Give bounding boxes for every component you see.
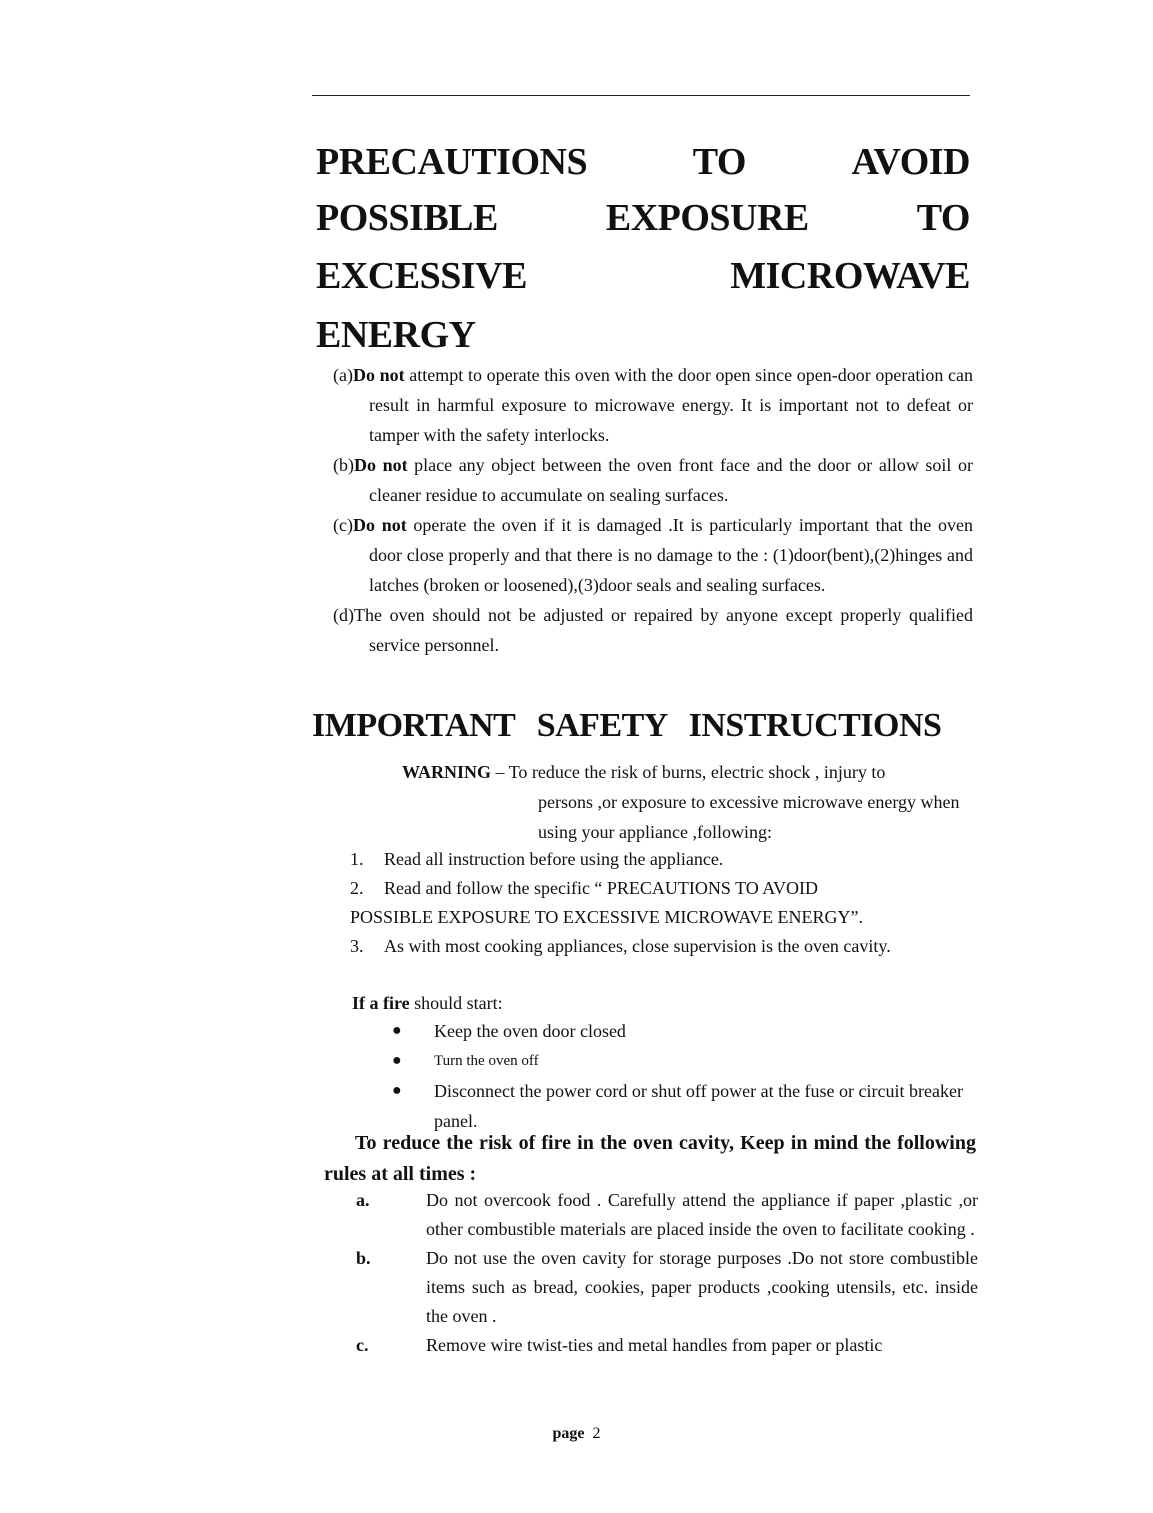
title-word: EXCESSIVE	[316, 255, 527, 297]
list-item: POSSIBLE EXPOSURE TO EXCESSIVE MICROWAVE ENERGY”.	[350, 907, 864, 927]
bullet-icon: ●	[392, 1022, 402, 1039]
list-item: ● Keep the oven door closed	[388, 1016, 968, 1046]
bullet-icon: ●	[392, 1082, 402, 1099]
instruction-list	[350, 845, 970, 961]
precaution-item: (b)Do not place any object between the oven front face and the door or allow soil or cleaner residue to accumulate on sealing surfaces.	[333, 455, 973, 505]
title-word: POSSIBLE	[316, 197, 498, 239]
precaution-item: (d)The oven should not be adjusted or repaired by anyone except properly qualified service personnel.	[333, 605, 973, 655]
bullet-icon: ●	[392, 1052, 402, 1069]
warning-block: WARNING – To reduce the risk of burns, electric shock , injury to persons ,or exposure to excessive microwave energy when using your appliance ,following:	[402, 762, 960, 842]
title-word: ENERGY	[316, 314, 476, 356]
title-line-4	[316, 313, 970, 357]
title-word: AVOID	[851, 141, 970, 183]
title-word: TO	[692, 141, 746, 183]
rules-list	[356, 1186, 978, 1360]
title-line-3	[316, 254, 970, 298]
title-word: TO	[916, 197, 970, 239]
fire-heading: If a fire should start:	[352, 993, 503, 1013]
fire-bullets	[388, 1016, 968, 1136]
precaution-item: (a)Do not attempt to operate this oven with the door open since open-door operation can result in harmful exposure to microwave energy. It is important not to defeat or tamper with the safety interlocks.	[333, 365, 973, 445]
title-word: MICROWAVE	[730, 255, 970, 297]
list-item: a. Do not overcook food . Carefully attend the appliance if paper ,plastic ,or other combustible materials are placed inside the oven to facilitate cooking .	[356, 1190, 978, 1239]
title-word: PRECAUTIONS	[316, 141, 588, 183]
list-item: ● Disconnect the power cord or shut off power at the fuse or circuit breaker panel.	[388, 1076, 968, 1136]
top-rule	[312, 95, 970, 96]
warning-label: WARNING	[402, 762, 492, 782]
list-item: 1. Read all instruction before using the appliance.	[350, 849, 724, 869]
section-title: IMPORTANT SAFETY INSTRUCTIONS	[312, 707, 942, 744]
rules-heading: To reduce the risk of fire in the oven cavity, Keep in mind the following rules at all times :	[324, 1132, 976, 1185]
list-item: 3. As with most cooking appliances, close supervision is the oven cavity.	[350, 936, 891, 956]
title-line-2	[316, 196, 970, 240]
title-word: EXPOSURE	[605, 197, 809, 239]
precaution-item: (c)Do not operate the oven if it is damaged .It is particularly important that the oven door close properly and that there is no damage to the : (1)door(bent),(2)hinges and latches (broken or loosened),(3)door seals and sealing surfaces.	[333, 515, 973, 595]
list-item: ● Turn the oven off	[388, 1046, 968, 1076]
list-item: c. Remove wire twist-ties and metal handles from paper or plastic	[356, 1335, 883, 1355]
list-item: b. Do not use the oven cavity for storage purposes .Do not store combustible items such as bread, cookies, paper products ,cooking utensils, etc. inside the oven .	[356, 1248, 978, 1326]
list-item: 2. Read and follow the specific “ PRECAUTIONS TO AVOID	[350, 878, 818, 898]
page-number: page 2	[552, 1425, 601, 1442]
precautions-list	[333, 360, 973, 660]
title-line-1	[316, 140, 970, 184]
